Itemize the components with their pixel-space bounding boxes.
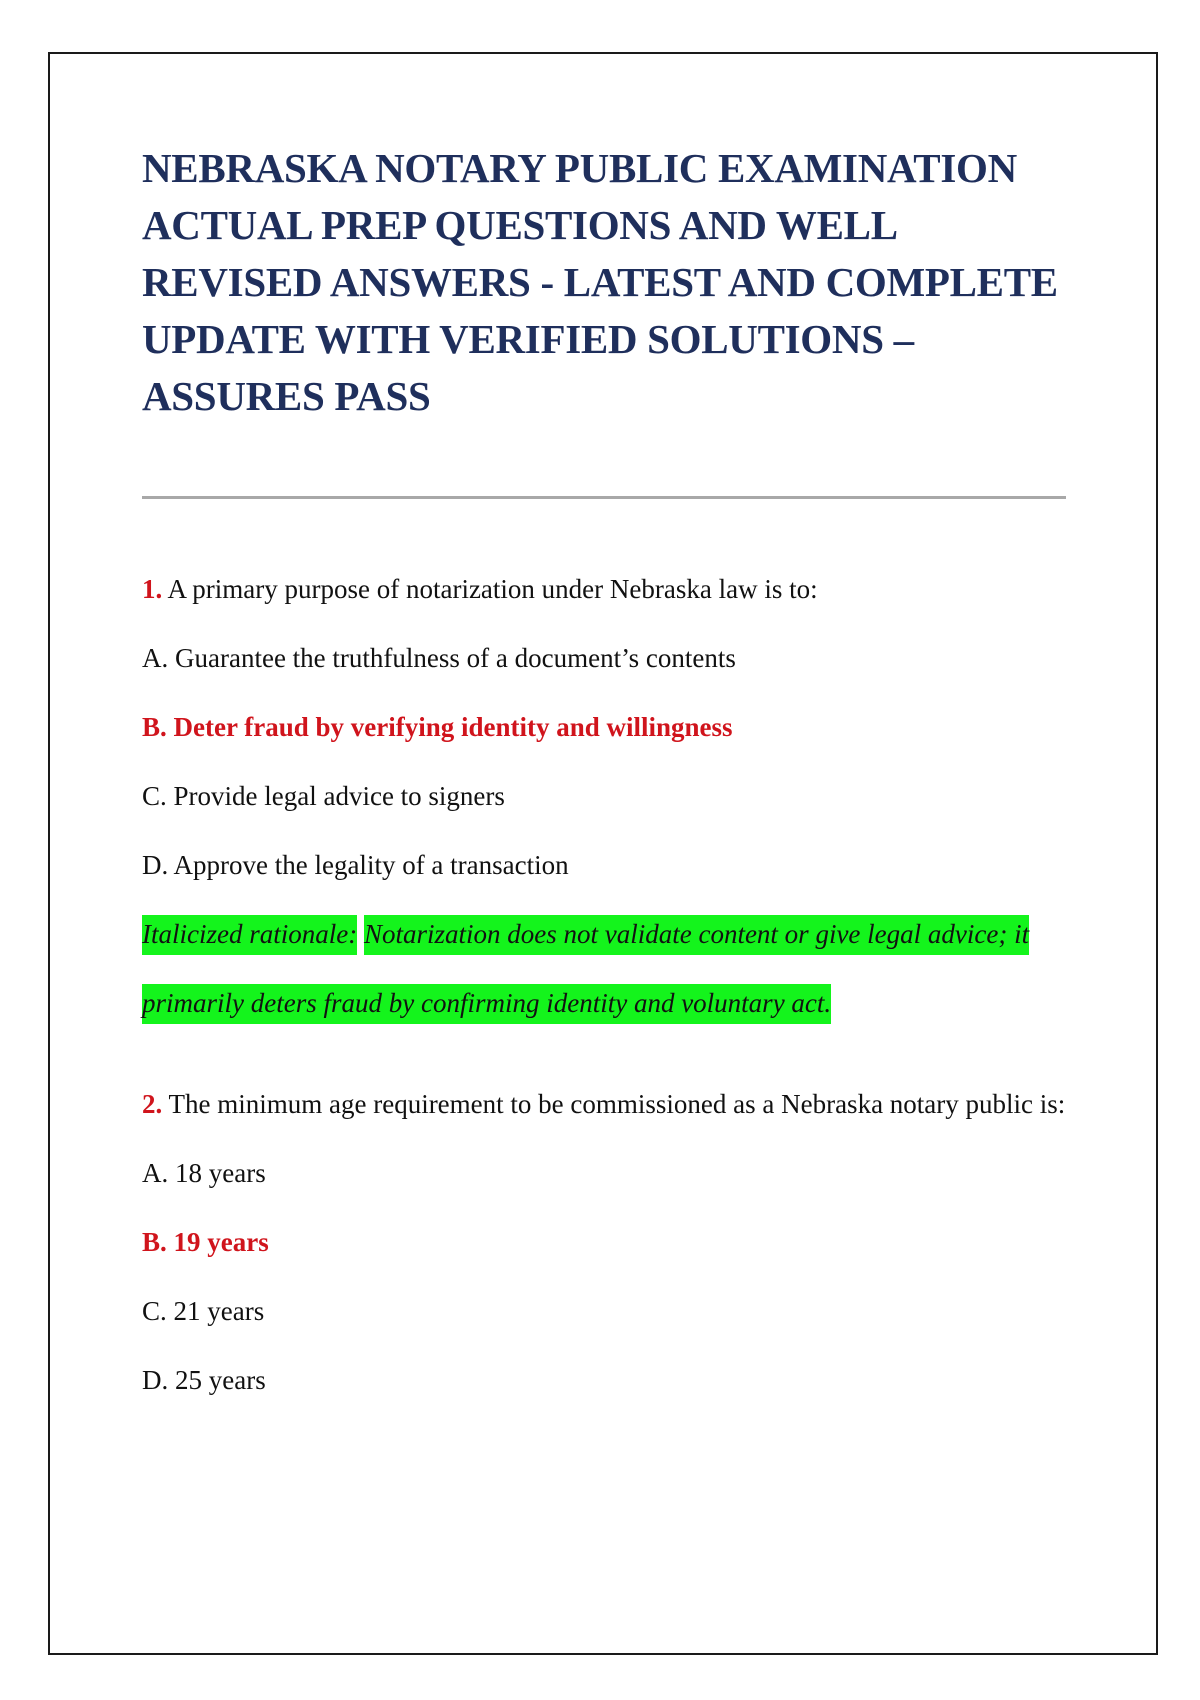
option-c: C. 21 years	[142, 1296, 265, 1326]
option-a: A. Guarantee the truthfulness of a document’s contents	[142, 643, 736, 673]
option-d: D. 25 years	[142, 1365, 266, 1395]
divider	[142, 496, 1066, 499]
option-c: C. Provide legal advice to signers	[142, 781, 505, 811]
document-title: NEBRASKA NOTARY PUBLIC EXAMINATION ACTUAL PREP QUESTIONS AND WELL REVISED ANSWERS - LATEST AND COMPLETE UPDATE WITH VERIFIED SOLUTIONS – ASSURES PASS	[142, 145, 1058, 419]
question-number: 2.	[142, 1089, 163, 1119]
rationale-text: Notarization does not validate content or give legal advice; it primarily deters fraud by confirming identity and voluntary act.	[142, 915, 1029, 1024]
question-1-stem	[142, 555, 1072, 624]
rationale	[142, 900, 1072, 1038]
rationale-label: Italicized rationale:	[142, 915, 357, 955]
title-block	[142, 140, 1072, 425]
option-a: A. 18 years	[142, 1158, 266, 1188]
question-number: 1.	[142, 574, 163, 604]
question-text: A primary purpose of notarization under Nebraska law is to:	[167, 574, 818, 604]
question-2	[142, 1070, 1072, 1415]
question-text: The minimum age requirement to be commissioned as a Nebraska notary public is:	[168, 1089, 1066, 1119]
option-b-correct: B. 19 years	[142, 1227, 269, 1257]
question-1	[142, 555, 1072, 1038]
option-d: D. Approve the legality of a transaction	[142, 850, 569, 880]
option-b-correct: B. Deter fraud by verifying identity and willingness	[142, 712, 733, 742]
question-2-stem	[142, 1070, 1072, 1139]
